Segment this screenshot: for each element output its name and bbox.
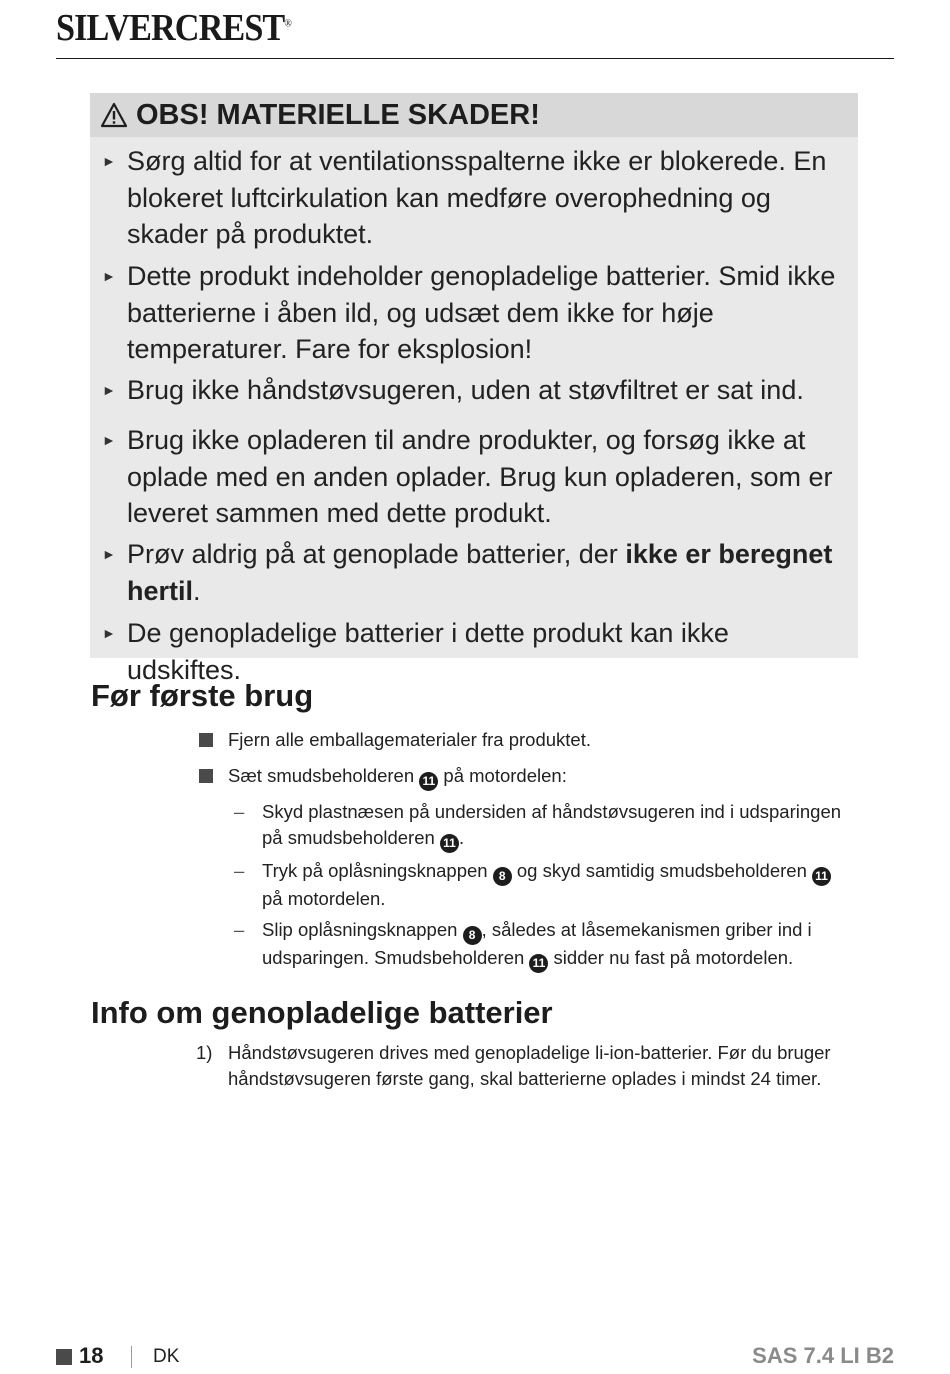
arrow-bullet-icon: ►	[102, 546, 116, 562]
warning-item	[90, 372, 858, 409]
text-run: på motordelen:	[438, 765, 567, 786]
arrow-bullet-icon: ►	[102, 625, 116, 641]
sub-list-item	[234, 858, 848, 912]
sub-list-item	[234, 799, 848, 853]
part-number-badge: 8	[493, 867, 512, 886]
warning-item	[90, 422, 858, 532]
warning-box	[90, 93, 858, 685]
numbered-item-text: Håndstøvsugeren drives med genopladelige li-ion-batterier. Før du bruger håndstøvsugeren første gang, skal batterierne oplades i mindst 24 timer.	[228, 1042, 831, 1089]
page-footer	[56, 1343, 894, 1373]
language-code: DK	[153, 1346, 180, 1367]
list-item-text: Fjern alle emballagematerialer fra produktet.	[228, 729, 591, 750]
part-number-badge: 11	[529, 954, 548, 973]
text-run: på motordelen.	[262, 888, 386, 909]
text-run: sidder nu fast på motordelen.	[548, 947, 794, 968]
numbered-item	[196, 1040, 848, 1092]
text-run: .	[458, 827, 465, 848]
registered-mark: ®	[284, 17, 292, 30]
warning-item-text: Brug ikke opladeren til andre produkter, og forsøg ikke at oplade med en anden oplader. Brug kun opladeren, som er leveret sammen med dette produkt.	[127, 425, 833, 528]
model-number: SAS 7.4 LI B2	[752, 1343, 894, 1368]
text-run: Prøv aldrig på at genoplade batterier, der	[127, 539, 626, 569]
section-heading: Før første brug	[91, 678, 314, 713]
part-number-badge: 11	[419, 772, 438, 791]
arrow-bullet-icon: ►	[102, 268, 116, 284]
page-number: 18	[79, 1343, 104, 1368]
sub-list-item-text	[262, 799, 848, 853]
warning-item	[90, 143, 858, 253]
warning-item-text	[127, 536, 846, 609]
warning-header	[90, 93, 858, 137]
text-run: og skyd samtidig smudsbeholderen	[511, 860, 812, 881]
warning-item	[90, 536, 858, 609]
list-item	[198, 763, 848, 791]
brand-name: SILVERCREST	[56, 7, 285, 49]
dash-bullet: –	[234, 801, 245, 822]
warning-item-text: De genopladelige batterier i dette produkt kan ikke udskiftes.	[127, 618, 729, 685]
text-run: Sæt smudsbeholderen	[228, 765, 420, 786]
warning-item-text: Dette produkt indeholder genopladelige batterier. Smid ikke batterierne i åben ild, og udsæt dem ikke for høje temperaturer. Fare for eksplosion!	[127, 261, 836, 364]
part-number-badge: 8	[463, 926, 482, 945]
sub-list-item	[234, 917, 848, 973]
warning-item	[90, 258, 858, 368]
dash-bullet: –	[234, 919, 245, 940]
sub-list-item-text	[262, 858, 848, 912]
section-heading: Info om genopladelige batterier	[91, 995, 553, 1030]
arrow-bullet-icon: ►	[102, 153, 116, 169]
text-run: Slip oplåsningsknappen	[262, 919, 463, 940]
text-run: Skyd plastnæsen på undersiden af håndstøvsugeren ind i udsparingen på smudsbeholderen	[262, 801, 842, 848]
text-run: .	[193, 575, 201, 606]
text-run: Tryk på oplåsningsknappen	[262, 860, 493, 881]
dash-bullet: –	[234, 860, 245, 881]
part-number-badge: 11	[440, 834, 459, 853]
square-bullet-icon	[199, 733, 213, 747]
list-item-text	[228, 763, 848, 791]
square-bullet-icon	[199, 769, 213, 783]
brand-logo	[56, 6, 292, 50]
warning-title: OBS! MATERIELLE SKADER!	[136, 98, 540, 131]
arrow-bullet-icon: ►	[102, 382, 116, 398]
warning-item-text: Brug ikke håndstøvsugeren, uden at støvfiltret er sat ind.	[127, 375, 804, 405]
text-run: , således at låsemekanismen griber ind i udsparingen. Smudsbeholderen	[262, 919, 812, 968]
item-number: 1)	[196, 1042, 213, 1063]
list-item	[198, 727, 848, 753]
footer-divider	[131, 1346, 132, 1368]
part-number-badge: 11	[812, 867, 831, 886]
warning-item-text: Sørg altid for at ventilationsspalterne ikke er blokerede. En blokeret luftcirkulation kan medføre overophedning og skader på produktet.	[127, 146, 827, 249]
warning-triangle-icon	[100, 102, 128, 128]
square-bullet-icon	[56, 1349, 72, 1365]
arrow-bullet-icon: ►	[102, 432, 116, 448]
sub-list-item-text	[262, 917, 848, 973]
header-rule	[56, 58, 894, 59]
emphasis-text: ikke er beregnet hertil	[127, 539, 833, 606]
